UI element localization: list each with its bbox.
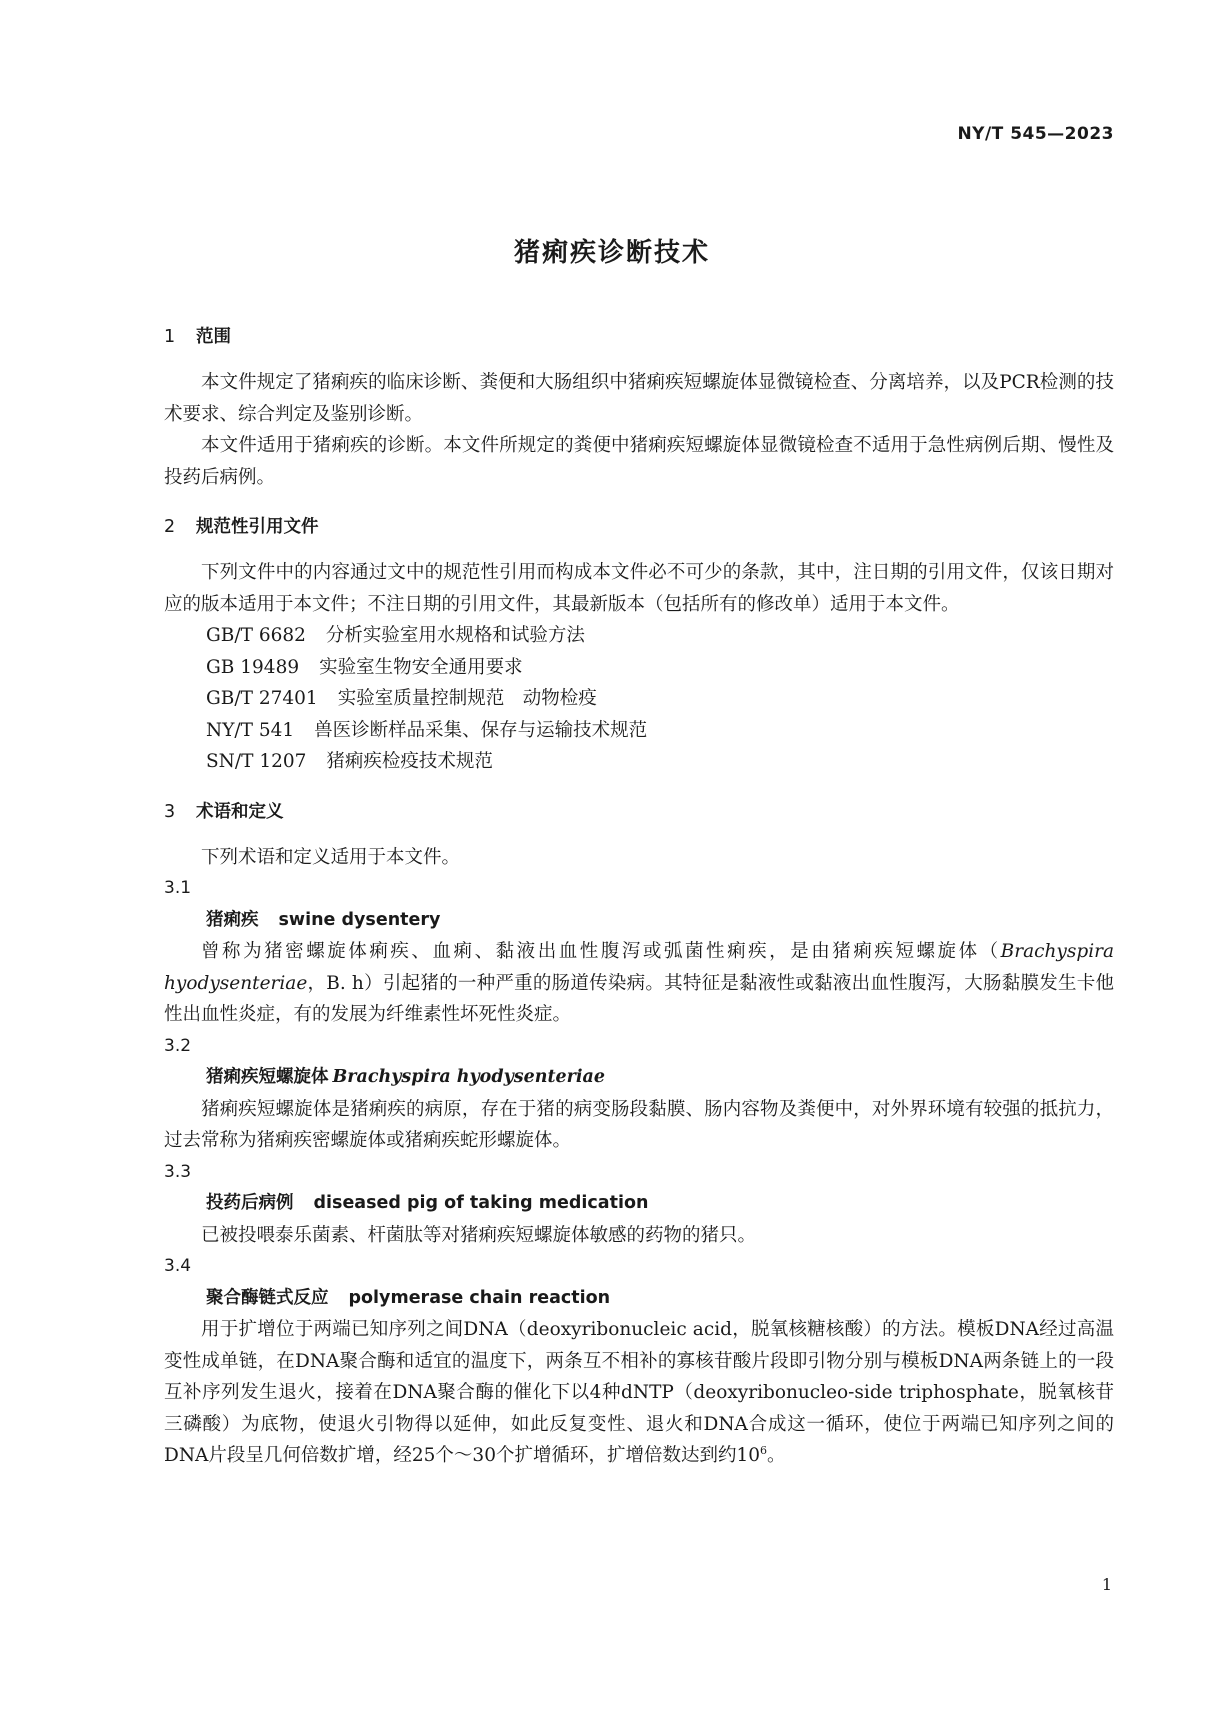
paragraph: 下列术语和定义适用于本文件。	[201, 846, 461, 868]
definition-text: 。	[767, 1445, 786, 1466]
term-heading	[164, 905, 1114, 937]
term-cn: 聚合酶链式反应	[206, 1287, 329, 1308]
paragraph: 下列文件中的内容通过文中的规范性引用而构成本文件必不可少的条款，其中，注日期的引用文件，仅该日期对应的版本适用于本文件；不注日期的引用文件，其最新版本（包括所有的修改单）适用于本文件。	[164, 562, 1114, 615]
reference-item	[164, 652, 1114, 684]
section-number: 2	[164, 517, 176, 537]
term-number: 3.1	[164, 878, 192, 898]
reference-code: GB/T 6682	[206, 625, 306, 646]
section-heading-terms	[164, 796, 1114, 828]
term-cn: 猪痢疾	[206, 909, 259, 930]
reference-item	[164, 715, 1114, 747]
definition-text: ，B. h）引起猪的一种严重的肠道传染病。其特征是黏液性或黏液出血性腹泻，大肠黏膜发生卡他性出血性炎症，有的发展为纤维素性坏死性炎症。	[164, 972, 1114, 1025]
term-number: 3.4	[164, 1256, 192, 1276]
section-title: 范围	[196, 327, 231, 347]
term-definition: 已被投喂泰乐菌素、杆菌肽等对猪痢疾短螺旋体敏感的药物的猪只。	[201, 1224, 757, 1246]
reference-title: 实验室生物安全通用要求	[319, 656, 523, 678]
reference-code: GB 19489	[206, 656, 300, 678]
reference-title: 实验室质量控制规范 动物检疫	[337, 688, 597, 709]
term-en: swine dysentery	[278, 909, 441, 930]
reference-title: 分析实验室用水规格和试验方法	[325, 625, 585, 646]
reference-title: 猪痢疾检疫技术规范	[326, 751, 493, 772]
superscript: 6	[760, 1443, 768, 1457]
reference-code: SN/T 1207	[206, 751, 307, 772]
term-cn: 猪痢疾短螺旋体	[206, 1067, 329, 1087]
section-number: 1	[164, 327, 176, 347]
section-heading-scope	[164, 321, 1114, 353]
section-title: 规范性引用文件	[196, 517, 319, 537]
reference-item	[164, 746, 1114, 778]
reference-item	[164, 683, 1114, 715]
scientific-name: Brachyspira hyodysenteriae	[164, 941, 1114, 994]
term-en: diseased pig of taking medication	[313, 1193, 649, 1213]
term-number: 3.3	[164, 1161, 192, 1182]
reference-title: 兽医诊断样品采集、保存与运输技术规范	[314, 719, 648, 741]
paragraph: 本文件规定了猪痢疾的临床诊断、粪便和大肠组织中猪痢疾短螺旋体显微镜检查、分离培养，以及PCR检测的技术要求、综合判定及鉴别诊断。	[164, 372, 1114, 425]
term-definition	[164, 936, 1114, 1031]
section-title: 术语和定义	[196, 801, 284, 822]
term-cn: 投药后病例	[206, 1193, 294, 1213]
term-heading	[164, 1188, 1114, 1220]
reference-code: NY/T 541	[206, 719, 295, 741]
term-en: Brachyspira hyodysenteriae	[332, 1067, 606, 1087]
document-body	[164, 321, 1114, 1472]
standard-number: NY/T 545—2023	[957, 124, 1114, 144]
definition-text: 曾称为猪密螺旋体痢疾、血痢、黏液出血性腹泻或弧菌性痢疾，是由猪痢疾短螺旋体（	[201, 941, 1001, 962]
reference-item	[164, 620, 1114, 652]
term-heading	[164, 1283, 1114, 1315]
term-number: 3.2	[164, 1035, 192, 1056]
term-heading	[164, 1062, 1114, 1094]
section-number: 3	[164, 801, 176, 822]
term-en: polymerase chain reaction	[348, 1287, 611, 1308]
reference-code: GB/T 27401	[206, 688, 318, 709]
definition-text: 用于扩增位于两端已知序列之间DNA（deoxyribonucleic acid，脱氧核糖核酸）的方法。模板DNA经过高温变性成单链，在DNA聚合酶和适宜的温度下，两条互不相补的寡核苷酸片段即引物分别与模板DNA两条链上的一段互补序列发生退火，接着在DNA聚合酶的催化下以4种dNTP（deoxyribonucleo-side triphosphate，脱氧核苷三磷酸）为底物，使退火引物得以延伸，如此反复变性、退火和DNA合成这一循环，使位于两端已知序列之间的DNA片段呈几何倍数扩增，经25个～30个扩增循环，扩增倍数达到约10	[164, 1319, 1114, 1466]
term-definition: 猪痢疾短螺旋体是猪痢疾的病原，存在于猪的病变肠段黏膜、肠内容物及粪便中，对外界环境有较强的抵抗力，过去常称为猪痢疾密螺旋体或猪痢疾蛇形螺旋体。	[164, 1098, 1114, 1151]
section-heading-normative-references	[164, 511, 1114, 543]
term-definition	[164, 1314, 1114, 1472]
paragraph: 本文件适用于猪痢疾的诊断。本文件所规定的粪便中猪痢疾短螺旋体显微镜检查不适用于急性病例后期、慢性及投药后病例。	[164, 435, 1114, 488]
document-title: 猪痢疾诊断技术	[513, 238, 710, 268]
page-number: 1	[1101, 1575, 1112, 1594]
